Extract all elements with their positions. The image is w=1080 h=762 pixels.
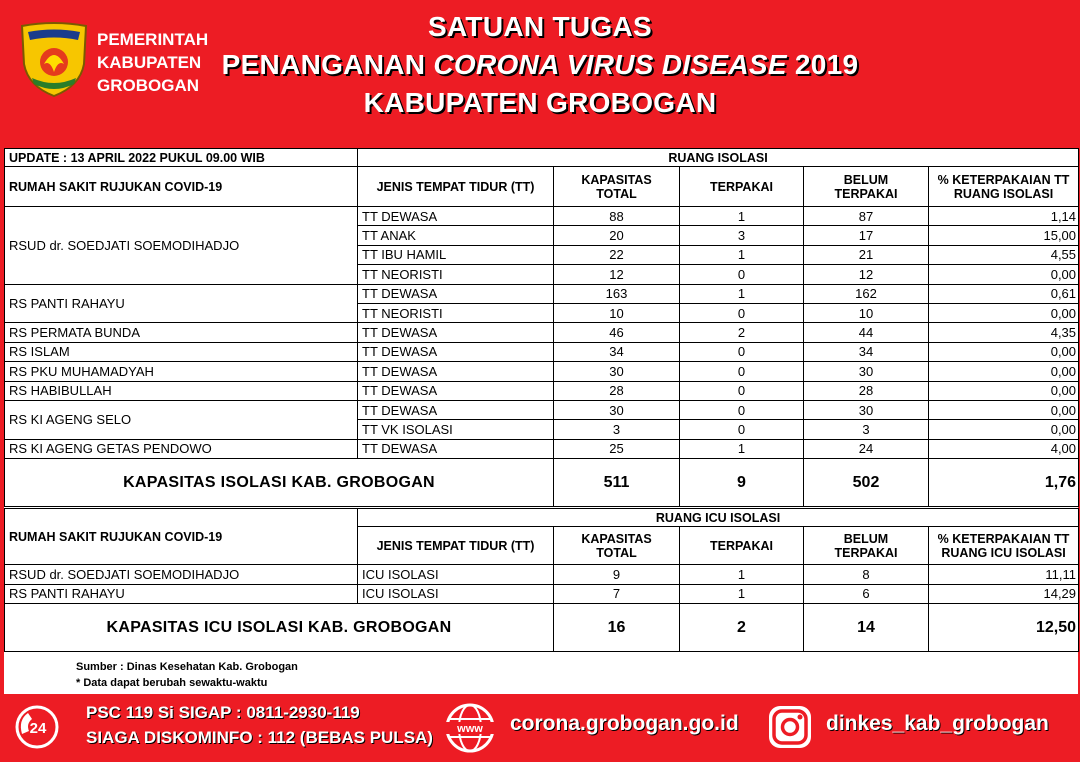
beds-used: 0	[680, 362, 804, 381]
usage-percent: 0,00	[929, 342, 1079, 361]
capacity-total: 22	[554, 245, 680, 264]
instagram-handle[interactable]: dinkes_kab_grobogan	[826, 712, 1049, 735]
www-label: www	[457, 723, 483, 735]
capacity-total: 34	[554, 342, 680, 361]
capacity-total: 46	[554, 323, 680, 342]
title-line-2-italic: CORONA VIRUS DISEASE	[433, 49, 787, 80]
capacity-total: 88	[554, 207, 680, 226]
bed-type: ICU ISOLASI	[358, 565, 554, 585]
capacity-total: 25	[554, 439, 680, 458]
globe-web-icon	[444, 702, 496, 754]
psc-hotline: PSC 119 Si SIGAP : 0811-2930-119	[86, 703, 360, 722]
siaga-hotline: SIAGA DISKOMINFO : 112 (BEBAS PULSA)	[86, 728, 433, 747]
beds-free: 30	[804, 400, 929, 419]
beds-free: 12	[804, 265, 929, 284]
total-isolation-label: KAPASITAS ISOLASI KAB. GROBOGAN	[5, 459, 554, 507]
beds-used: 0	[680, 420, 804, 439]
hospital-name: RSUD dr. SOEDJATI SOEMODIHADJO	[5, 207, 358, 285]
capacity-total: 12	[554, 265, 680, 284]
col-free-line1: BELUM	[843, 172, 889, 187]
icu-table	[4, 508, 1079, 652]
beds-used: 1	[680, 245, 804, 264]
beds-free: 17	[804, 226, 929, 245]
beds-used: 0	[680, 265, 804, 284]
total-isolation-used: 9	[680, 459, 804, 507]
bed-type: TT DEWASA	[358, 362, 554, 381]
beds-used: 1	[680, 584, 804, 604]
title-line-2-suffix: 2019	[786, 49, 859, 80]
col-bed-type: JENIS TEMPAT TIDUR (TT)	[358, 167, 554, 207]
hospital-name: RS ISLAM	[5, 342, 358, 361]
data-sheet	[4, 148, 1078, 694]
usage-percent: 15,00	[929, 226, 1079, 245]
total-icu-free: 14	[804, 604, 929, 652]
col-capacity	[554, 167, 680, 207]
usage-percent: 1,14	[929, 207, 1079, 226]
page-title	[0, 8, 1080, 122]
beds-used: 0	[680, 342, 804, 361]
beds-free: 28	[804, 381, 929, 400]
hospital-name: RSUD dr. SOEDJATI SOEMODIHADJO	[5, 565, 358, 585]
capacity-total: 3	[554, 420, 680, 439]
bed-type: TT ANAK	[358, 226, 554, 245]
beds-free: 44	[804, 323, 929, 342]
bed-type: TT NEORISTI	[358, 265, 554, 284]
hospital-name: RS HABIBULLAH	[5, 381, 358, 400]
beds-free: 34	[804, 342, 929, 361]
hospital-name: RS PERMATA BUNDA	[5, 323, 358, 342]
section-ruang-icu: RUANG ICU ISOLASI	[358, 509, 1079, 527]
capacity-total: 163	[554, 284, 680, 303]
org-line-2: KABUPATEN	[97, 53, 202, 72]
table-row	[5, 323, 1079, 342]
title-line-2-prefix: PENANGANAN	[221, 49, 434, 80]
capacity-total: 10	[554, 303, 680, 322]
icu-col-capacity-line2: TOTAL	[596, 545, 637, 560]
table-row	[5, 362, 1079, 381]
icu-col-free-line2: TERPAKAI	[834, 545, 898, 560]
beds-free: 162	[804, 284, 929, 303]
bed-type: TT DEWASA	[358, 207, 554, 226]
hospital-name: RS PANTI RAHAYU	[5, 584, 358, 604]
icu-col-free	[804, 527, 929, 565]
total-isolation-percent: 1,76	[929, 459, 1079, 507]
usage-percent: 11,11	[929, 565, 1079, 585]
col-free-line2: TERPAKAI	[834, 186, 898, 201]
table-row	[5, 565, 1079, 585]
icu-col-percent-line2: RUANG ICU ISOLASI	[941, 545, 1066, 560]
col-capacity-line1: KAPASITAS	[581, 172, 652, 187]
usage-percent: 14,29	[929, 584, 1079, 604]
total-isolation-free: 502	[804, 459, 929, 507]
usage-percent: 0,00	[929, 400, 1079, 419]
usage-percent: 4,35	[929, 323, 1079, 342]
capacity-total: 30	[554, 362, 680, 381]
capacity-total: 30	[554, 400, 680, 419]
beds-used: 0	[680, 381, 804, 400]
capacity-total: 7	[554, 584, 680, 604]
col-percent-line1: % KETERPAKAIAN TT	[937, 172, 1070, 187]
hospital-name: RS PKU MUHAMADYAH	[5, 362, 358, 381]
hospital-name: RS KI AGENG GETAS PENDOWO	[5, 439, 358, 458]
title-line-1: SATUAN TUGAS	[428, 11, 652, 42]
beds-free: 3	[804, 420, 929, 439]
total-icu-label: KAPASITAS ICU ISOLASI KAB. GROBOGAN	[5, 604, 554, 652]
beds-used: 1	[680, 439, 804, 458]
capacity-total: 20	[554, 226, 680, 245]
instagram-icon	[766, 703, 814, 751]
bed-type: TT DEWASA	[358, 381, 554, 400]
beds-free: 24	[804, 439, 929, 458]
bed-type: TT VK ISOLASI	[358, 420, 554, 439]
bed-type: TT DEWASA	[358, 400, 554, 419]
hospital-name: RS KI AGENG SELO	[5, 400, 358, 439]
bed-type: TT IBU HAMIL	[358, 245, 554, 264]
hospital-name: RS PANTI RAHAYU	[5, 284, 358, 323]
total-icu-percent: 12,50	[929, 604, 1079, 652]
emergency-24-label: 24	[29, 720, 47, 737]
bed-type: TT DEWASA	[358, 323, 554, 342]
usage-percent: 0,00	[929, 265, 1079, 284]
title-line-2	[0, 46, 1080, 84]
source-note: Sumber : Dinas Kesehatan Kab. Grobogan	[76, 661, 298, 673]
beds-used: 1	[680, 284, 804, 303]
isolation-table	[4, 148, 1079, 507]
icu-col-bed-type: JENIS TEMPAT TIDUR (TT)	[358, 527, 554, 565]
beds-used: 1	[680, 207, 804, 226]
table-row	[5, 584, 1079, 604]
table-row	[5, 284, 1079, 303]
beds-used: 0	[680, 400, 804, 419]
emergency-phone-icon	[14, 704, 60, 750]
total-icu-used: 2	[680, 604, 804, 652]
col-used: TERPAKAI	[680, 167, 804, 207]
col-percent-line2: RUANG ISOLASI	[953, 186, 1054, 201]
usage-percent: 0,00	[929, 303, 1079, 322]
table-row	[5, 381, 1079, 400]
icu-col-capacity	[554, 527, 680, 565]
update-timestamp: UPDATE : 13 APRIL 2022 PUKUL 09.00 WIB	[5, 149, 358, 167]
usage-percent: 0,00	[929, 381, 1079, 400]
org-line-3: GROBOGAN	[97, 76, 199, 95]
usage-percent: 0,00	[929, 420, 1079, 439]
col-capacity-line2: TOTAL	[596, 186, 637, 201]
beds-free: 8	[804, 565, 929, 585]
beds-free: 6	[804, 584, 929, 604]
icu-col-percent-line1: % KETERPAKAIAN TT	[937, 531, 1070, 546]
bed-type: TT DEWASA	[358, 284, 554, 303]
beds-free: 87	[804, 207, 929, 226]
total-icu-capacity: 16	[554, 604, 680, 652]
usage-percent: 4,00	[929, 439, 1079, 458]
bed-type: ICU ISOLASI	[358, 584, 554, 604]
icu-col-percent	[929, 527, 1079, 565]
table-row	[5, 439, 1079, 458]
beds-used: 0	[680, 303, 804, 322]
bed-type: TT DEWASA	[358, 342, 554, 361]
beds-used: 1	[680, 565, 804, 585]
capacity-total: 28	[554, 381, 680, 400]
org-line-1: PEMERINTAH	[97, 30, 209, 49]
icu-col-used: TERPAKAI	[680, 527, 804, 565]
footer-banner	[0, 694, 1080, 762]
bed-type: TT NEORISTI	[358, 303, 554, 322]
beds-used: 2	[680, 323, 804, 342]
col-percent	[929, 167, 1079, 207]
beds-free: 21	[804, 245, 929, 264]
section-ruang-isolasi: RUANG ISOLASI	[358, 149, 1079, 167]
capacity-total: 9	[554, 565, 680, 585]
beds-free: 30	[804, 362, 929, 381]
table-row	[5, 400, 1079, 419]
beds-used: 3	[680, 226, 804, 245]
usage-percent: 0,61	[929, 284, 1079, 303]
col-hospital: RUMAH SAKIT RUJUKAN COVID-19	[5, 167, 358, 207]
usage-percent: 4,55	[929, 245, 1079, 264]
total-isolation-capacity: 511	[554, 459, 680, 507]
title-line-3: KABUPATEN GROBOGAN	[363, 87, 717, 118]
usage-percent: 0,00	[929, 362, 1079, 381]
table-row	[5, 207, 1079, 226]
icu-col-hospital: RUMAH SAKIT RUJUKAN COVID-19	[5, 509, 358, 565]
disclaimer-note: * Data dapat berubah sewaktu-waktu	[76, 677, 268, 689]
website-link[interactable]: corona.grobogan.go.id	[510, 712, 739, 735]
table-row	[5, 342, 1079, 361]
bed-type: TT DEWASA	[358, 439, 554, 458]
header-banner	[0, 0, 1080, 148]
col-free	[804, 167, 929, 207]
icu-col-capacity-line1: KAPASITAS	[581, 531, 652, 546]
icu-col-free-line1: BELUM	[843, 531, 889, 546]
beds-free: 10	[804, 303, 929, 322]
